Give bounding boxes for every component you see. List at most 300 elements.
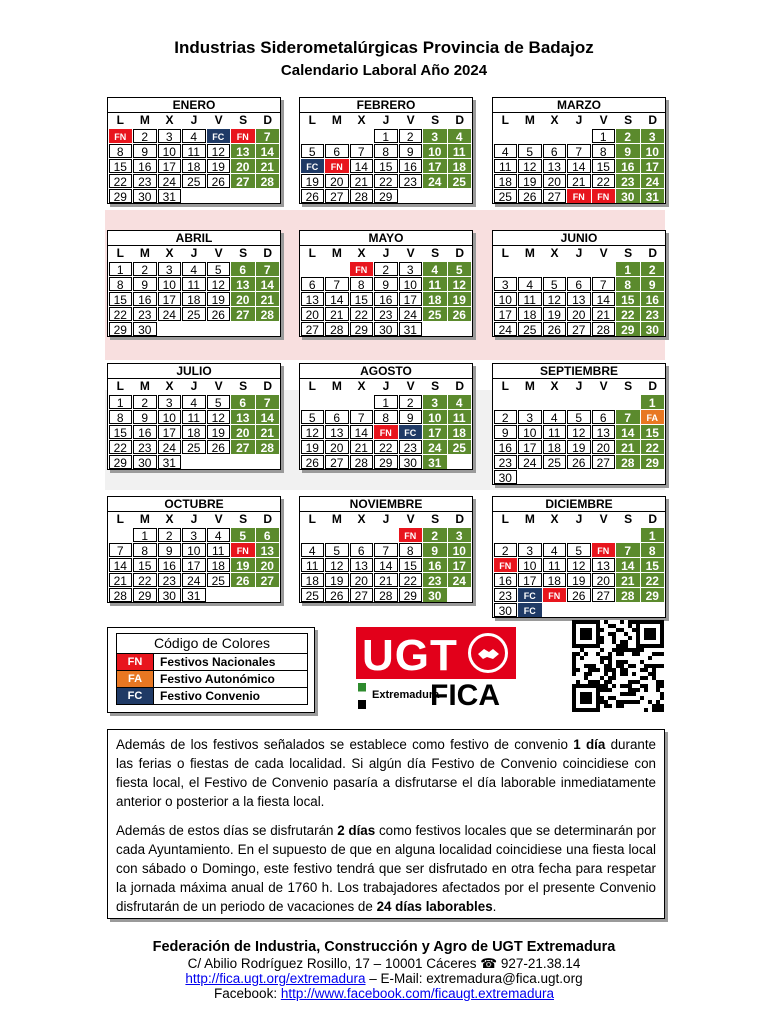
qr-module (604, 672, 608, 676)
day-cell: 17 (518, 573, 542, 587)
qr-module (608, 668, 612, 672)
day-cell: 16 (158, 558, 182, 572)
day-cell: 7 (567, 144, 591, 158)
weekday-label: S (624, 512, 633, 526)
qr-module (652, 672, 656, 676)
day-cell: 19 (567, 440, 591, 454)
weekday-label: V (406, 113, 415, 127)
day-cell: 13 (350, 558, 374, 572)
legend-label-fc: Festivo Convenio (160, 689, 261, 703)
weekday-label: J (575, 113, 583, 127)
facebook-label: Facebook: (214, 986, 281, 1001)
day-cell: 15 (616, 292, 640, 306)
day-cell: 12 (448, 277, 472, 291)
week-row (108, 158, 280, 173)
qr-module (604, 700, 608, 704)
empty-cell (448, 189, 472, 203)
weekday-label: V (599, 379, 608, 393)
qr-module (604, 664, 608, 668)
week-row (108, 276, 280, 291)
qr-module (660, 696, 664, 700)
day-cell: 23 (133, 440, 157, 454)
qr-module (608, 680, 612, 684)
empty-cell (494, 262, 518, 276)
day-cell: 4 (448, 129, 472, 143)
day-cell: 11 (182, 144, 206, 158)
day-cell: 20 (325, 440, 349, 454)
day-cell: FC (207, 129, 231, 143)
day-cell: 24 (448, 573, 472, 587)
day-cell: 4 (207, 528, 231, 542)
week-row (108, 306, 280, 321)
day-cell: 15 (641, 558, 665, 572)
day-cell: 10 (182, 543, 206, 557)
day-cell: FN (592, 543, 616, 557)
empty-cell (592, 395, 616, 409)
day-cell: 29 (374, 455, 398, 469)
day-cell: 21 (350, 174, 374, 188)
day-cell: 7 (616, 410, 640, 424)
weekday-header (108, 113, 280, 128)
day-cell: 20 (543, 174, 567, 188)
qr-module (624, 644, 628, 648)
p2-text-c: como festivos locales que se determinarán por cada Ayuntamiento. En el supuesto de que en alguna localidad coincidiese una fiesta local con sábado o Domingo, este festivo tendrá que ser disfrutado en otra fecha para respetar la jornada máxima anual de 1760 h. Los trabajadores afectados por el presente Convenio disfrutarán de un periodo de vacaciones de (116, 823, 656, 914)
qr-module (608, 696, 612, 700)
day-cell: 18 (182, 425, 206, 439)
day-cell: 24 (182, 573, 206, 587)
empty-cell (301, 528, 325, 542)
empty-cell (325, 262, 349, 276)
legend-code-fn: FN (117, 654, 154, 670)
weekday-label: S (431, 113, 440, 127)
day-cell: 19 (301, 440, 325, 454)
qr-module (572, 652, 576, 656)
qr-module (572, 672, 576, 676)
legend-code-fc: FC (117, 688, 154, 704)
day-cell: 3 (423, 129, 447, 143)
day-cell: 2 (494, 543, 518, 557)
day-cell: 2 (133, 262, 157, 276)
qr-module (636, 700, 640, 704)
day-cell: 11 (207, 543, 231, 557)
qr-module (636, 688, 640, 692)
day-cell: 30 (494, 470, 518, 484)
day-cell: 25 (182, 174, 206, 188)
day-cell: 7 (256, 129, 280, 143)
weekday-label: J (190, 512, 198, 526)
month-junio (492, 230, 666, 337)
day-cell: 27 (567, 322, 591, 336)
extremadura-flag-icon (358, 683, 366, 709)
qr-module (628, 620, 632, 624)
weekday-header (108, 512, 280, 527)
day-cell: FA (641, 410, 665, 424)
empty-cell (423, 189, 447, 203)
day-cell: 25 (518, 322, 542, 336)
qr-module (656, 684, 660, 688)
day-cell: 24 (399, 307, 423, 321)
week-row (108, 188, 280, 203)
qr-module (632, 648, 636, 652)
day-cell: 22 (641, 440, 665, 454)
week-row (108, 439, 280, 454)
day-cell: 17 (158, 159, 182, 173)
qr-module (620, 648, 624, 652)
empty-cell (567, 395, 591, 409)
qr-module (624, 640, 628, 644)
qr-module (616, 648, 620, 652)
weekday-label: M (331, 512, 342, 526)
weekday-label: J (575, 512, 583, 526)
day-cell: 9 (616, 144, 640, 158)
qr-module (600, 636, 604, 640)
week-row (300, 454, 472, 469)
empty-cell (109, 528, 133, 542)
qr-module (628, 648, 632, 652)
day-cell: 5 (543, 277, 567, 291)
day-cell: 24 (494, 322, 518, 336)
day-cell: 31 (158, 455, 182, 469)
weekday-header (108, 246, 280, 261)
day-cell: 18 (182, 159, 206, 173)
weekday-label: L (116, 113, 124, 127)
day-cell: 23 (399, 174, 423, 188)
qr-module (628, 684, 632, 688)
day-cell: 23 (133, 307, 157, 321)
empty-cell (325, 129, 349, 143)
day-cell: 29 (109, 322, 133, 336)
day-cell: 29 (641, 455, 665, 469)
day-cell: 25 (494, 189, 518, 203)
qr-module (660, 708, 664, 712)
day-cell: 31 (399, 322, 423, 336)
day-cell: 12 (567, 558, 591, 572)
day-cell: 24 (423, 174, 447, 188)
weekday-label: V (406, 379, 415, 393)
qr-module (660, 652, 664, 656)
weekday-label: J (382, 379, 390, 393)
week-row (493, 454, 665, 469)
day-cell: 4 (301, 543, 325, 557)
day-cell: 27 (256, 573, 280, 587)
qr-module (636, 680, 640, 684)
qr-module (580, 656, 584, 660)
footer-facebook (0, 986, 768, 1001)
day-cell: 8 (109, 144, 133, 158)
qr-module (640, 668, 644, 672)
weekday-label: D (263, 246, 273, 260)
weekday-label: L (308, 379, 316, 393)
qr-module (620, 672, 624, 676)
day-cell: 9 (133, 144, 157, 158)
qr-module (600, 648, 604, 652)
week-row (493, 469, 665, 484)
month-diciembre (492, 496, 666, 618)
day-cell: 5 (301, 410, 325, 424)
week-row (493, 261, 665, 276)
day-cell: 19 (207, 425, 231, 439)
qr-module (612, 672, 616, 676)
weekday-label: L (308, 246, 316, 260)
weekday-label: M (331, 379, 342, 393)
day-cell: 11 (182, 410, 206, 424)
day-cell: FN (231, 129, 255, 143)
day-cell: 10 (494, 292, 518, 306)
day-cell: 11 (423, 277, 447, 291)
qr-module (628, 692, 632, 696)
qr-module (644, 668, 648, 672)
empty-cell (207, 189, 231, 203)
weekday-label: X (357, 246, 366, 260)
day-cell: 24 (423, 440, 447, 454)
empty-cell (182, 455, 206, 469)
month-febrero (299, 97, 473, 204)
day-cell: 1 (616, 262, 640, 276)
qr-module (592, 668, 596, 672)
qr-module (612, 668, 616, 672)
qr-module (636, 652, 640, 656)
weekday-label: V (214, 379, 223, 393)
day-cell: 14 (350, 159, 374, 173)
empty-cell (641, 603, 665, 617)
day-cell: 18 (543, 573, 567, 587)
day-cell: 11 (448, 410, 472, 424)
day-cell: 12 (207, 410, 231, 424)
qr-module (648, 656, 652, 660)
day-cell: 21 (350, 440, 374, 454)
qr-module (580, 648, 584, 652)
weekday-label: D (455, 246, 465, 260)
weekday-label: V (214, 246, 223, 260)
day-cell: 15 (350, 292, 374, 306)
qr-module (656, 680, 660, 684)
empty-cell (592, 262, 616, 276)
week-row (300, 276, 472, 291)
qr-module (624, 668, 628, 672)
qr-module (624, 660, 628, 664)
day-cell: 11 (301, 558, 325, 572)
day-cell: 22 (641, 573, 665, 587)
weekday-label: L (116, 512, 124, 526)
day-cell: FN (350, 262, 374, 276)
day-cell: 28 (109, 588, 133, 602)
qr-module (600, 676, 604, 680)
qr-module (576, 680, 580, 684)
week-row (493, 321, 665, 336)
day-cell: 26 (567, 455, 591, 469)
month-noviembre (299, 496, 473, 603)
logo-fica-text: FICA (430, 679, 500, 712)
qr-module (644, 664, 648, 668)
day-cell: 23 (641, 307, 665, 321)
day-cell: 2 (133, 129, 157, 143)
day-cell: 21 (592, 307, 616, 321)
qr-module (660, 680, 664, 684)
day-cell: 15 (109, 292, 133, 306)
empty-cell (567, 262, 591, 276)
weekday-header (493, 379, 665, 394)
qr-module (632, 680, 636, 684)
day-cell: 22 (109, 174, 133, 188)
day-cell: 28 (616, 455, 640, 469)
qr-module (652, 668, 656, 672)
qr-module (612, 696, 616, 700)
qr-module (624, 692, 628, 696)
qr-module (608, 676, 612, 680)
day-cell: 6 (567, 277, 591, 291)
day-cell: 22 (109, 440, 133, 454)
week-row (300, 188, 472, 203)
qr-module (660, 704, 664, 708)
logo-region-text: Extremadura (372, 689, 440, 701)
day-cell: 8 (133, 543, 157, 557)
day-cell: 28 (256, 174, 280, 188)
day-cell: 19 (325, 573, 349, 587)
qr-module (620, 684, 624, 688)
empty-cell (518, 528, 542, 542)
day-cell: 4 (448, 395, 472, 409)
qr-module (584, 664, 588, 668)
weekday-label: S (431, 379, 440, 393)
empty-cell (350, 129, 374, 143)
day-cell: 1 (641, 528, 665, 542)
day-cell: 21 (256, 425, 280, 439)
day-cell: 28 (325, 322, 349, 336)
month-julio (107, 363, 281, 470)
day-cell: 8 (350, 277, 374, 291)
day-cell: 10 (518, 558, 542, 572)
day-cell: 14 (616, 425, 640, 439)
weekday-label: L (501, 512, 509, 526)
day-cell: 23 (616, 174, 640, 188)
month-name: AGOSTO (300, 364, 472, 379)
facebook-link[interactable]: http://www.facebook.com/ficaugt.extremadura (280, 986, 554, 1001)
day-cell: 10 (423, 410, 447, 424)
day-cell: 24 (518, 455, 542, 469)
weekday-label: V (599, 113, 608, 127)
day-cell: 27 (350, 588, 374, 602)
qr-module (628, 688, 632, 692)
qr-module (628, 664, 632, 668)
day-cell: 17 (494, 307, 518, 321)
day-cell: 26 (518, 189, 542, 203)
empty-cell (207, 455, 231, 469)
week-row (493, 557, 665, 572)
qr-module (652, 652, 656, 656)
week-row (300, 542, 472, 557)
day-cell: 25 (182, 307, 206, 321)
qr-module (624, 700, 628, 704)
qr-module (604, 684, 608, 688)
day-cell: 4 (494, 144, 518, 158)
day-cell: 23 (158, 573, 182, 587)
day-cell: 12 (207, 144, 231, 158)
weekday-label: S (239, 246, 248, 260)
weekday-label: D (263, 113, 273, 127)
day-cell: 26 (207, 440, 231, 454)
empty-cell (494, 129, 518, 143)
day-cell: 2 (133, 395, 157, 409)
qr-module (652, 704, 656, 708)
month-marzo (492, 97, 666, 204)
day-cell: 8 (374, 410, 398, 424)
empty-cell (567, 528, 591, 542)
day-cell: 13 (325, 425, 349, 439)
week-row (108, 173, 280, 188)
day-cell: FN (494, 558, 518, 572)
empty-cell (301, 395, 325, 409)
website-link[interactable]: http://fica.ugt.org/extremadura (185, 971, 366, 986)
day-cell: 2 (494, 410, 518, 424)
month-name: NOVIEMBRE (300, 497, 472, 512)
weekday-label: X (550, 512, 559, 526)
empty-cell (301, 262, 325, 276)
day-cell: 17 (641, 159, 665, 173)
qr-module (648, 664, 652, 668)
week-row (108, 572, 280, 587)
p1-text-c: durante las ferias o fiestas de cada localidad. Si algún día Festivo de Convenio coincidiese con fiesta local, el Festivo de Convenio pasaría a disfrutarse el día laborable inmediatamente anterior o posterior a la fiesta local. (116, 737, 657, 809)
empty-cell (518, 262, 542, 276)
day-cell: 31 (423, 455, 447, 469)
day-cell: 13 (592, 425, 616, 439)
week-row (300, 291, 472, 306)
qr-module (644, 684, 648, 688)
day-cell: 17 (182, 558, 206, 572)
day-cell: 18 (518, 307, 542, 321)
day-cell: 27 (592, 455, 616, 469)
qr-module (596, 652, 600, 656)
day-cell: 18 (494, 174, 518, 188)
day-cell: 19 (567, 573, 591, 587)
qr-module (576, 652, 580, 656)
day-cell: 19 (231, 558, 255, 572)
qr-module (600, 688, 604, 692)
qr-module (652, 676, 656, 680)
qr-module (652, 708, 656, 712)
qr-module (584, 672, 588, 676)
qr-code-icon[interactable] (572, 620, 664, 712)
qr-module (600, 684, 604, 688)
qr-module (592, 680, 596, 684)
qr-module (648, 672, 652, 676)
week-row (108, 409, 280, 424)
qr-module (660, 664, 664, 668)
legend-code-fa: FA (117, 671, 154, 687)
empty-cell (399, 189, 423, 203)
week-row (493, 394, 665, 409)
p2-bold-a: 2 días (337, 823, 376, 838)
day-cell: 17 (423, 425, 447, 439)
weekday-label: X (550, 113, 559, 127)
month-name: OCTUBRE (108, 497, 280, 512)
week-row (493, 587, 665, 602)
weekday-label: S (431, 246, 440, 260)
day-cell: 26 (207, 174, 231, 188)
week-row (493, 572, 665, 587)
qr-module (620, 620, 624, 624)
week-row (493, 409, 665, 424)
weekday-label: V (406, 246, 415, 260)
weekday-label: J (382, 113, 390, 127)
weekday-label: V (406, 512, 415, 526)
week-row (300, 409, 472, 424)
footer-email: – E-Mail: extremadura@fica.ugt.org (365, 971, 583, 986)
week-row (300, 321, 472, 336)
day-cell: 30 (374, 322, 398, 336)
legend-row-fc (117, 688, 307, 704)
day-cell: 2 (641, 262, 665, 276)
empty-cell (256, 189, 280, 203)
